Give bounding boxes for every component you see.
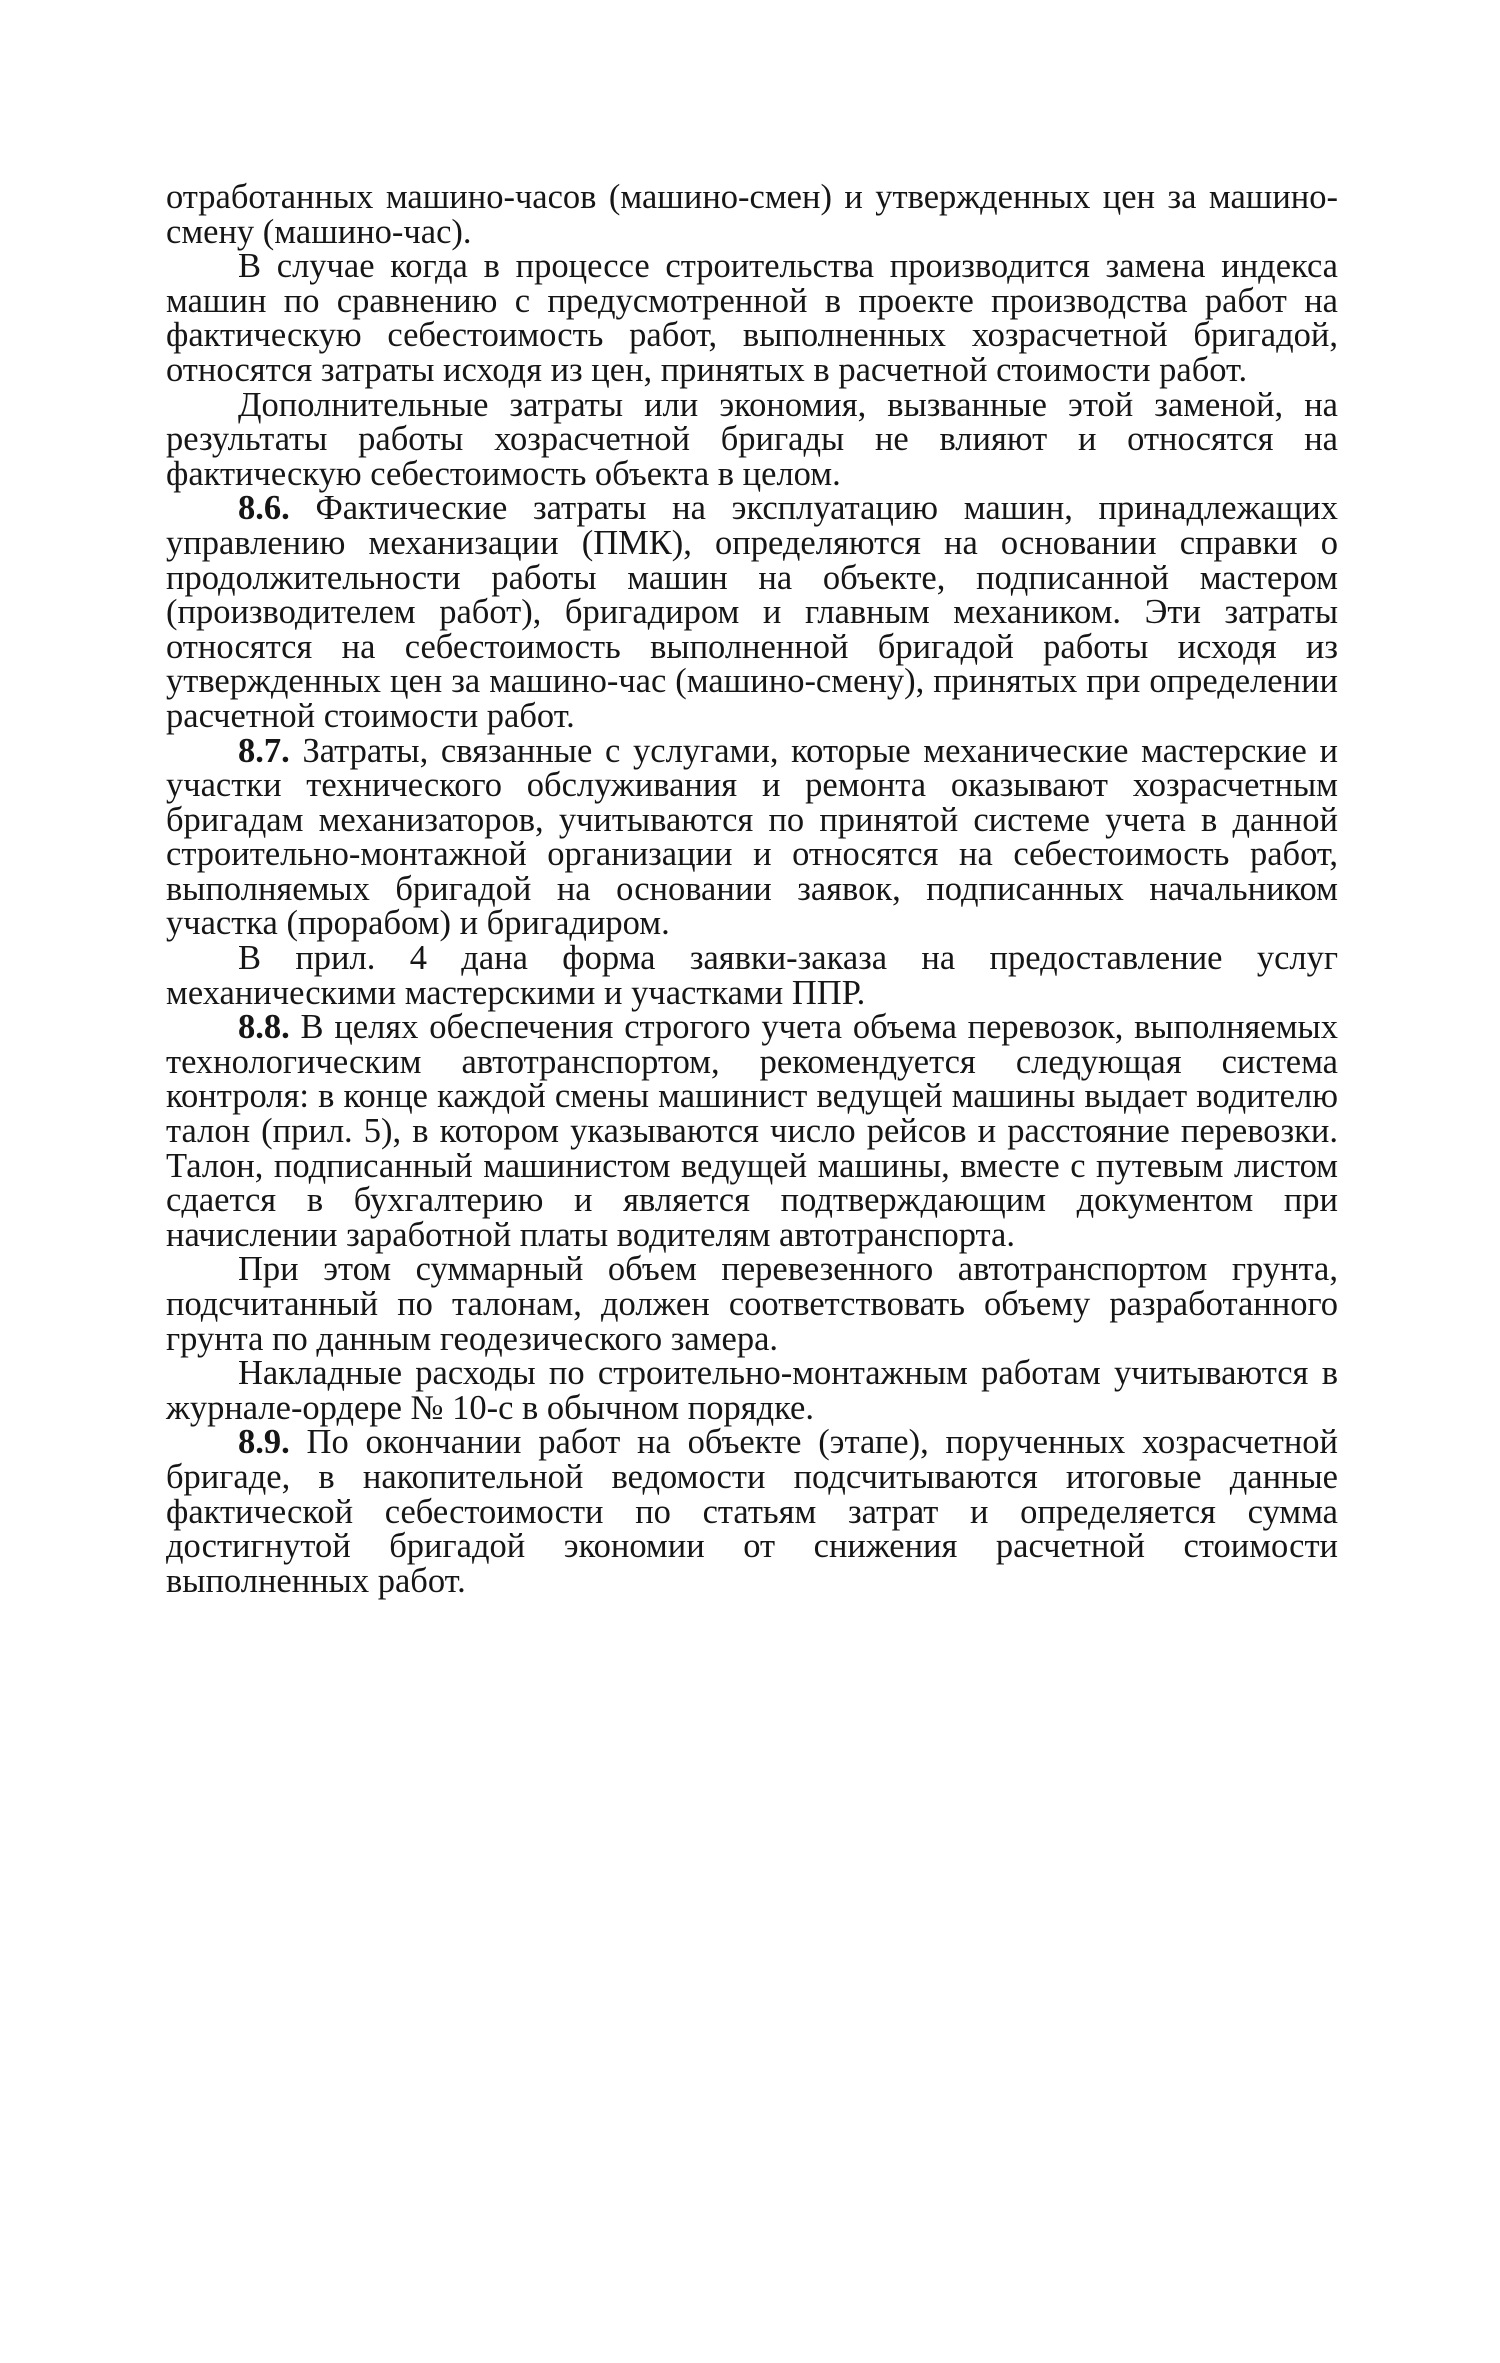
paragraph-8-6 [166,491,1338,733]
paragraph-text: По окончании работ на объекте (этапе), порученных хозрасчетной бригаде, в накопительной ведомости подсчитываются итоговые данные фактической себестоимости по статьям затрат и определяется сумма достигнутой бригадой экономии от снижения расчетной стоимости выполненных работ. [166,1423,1338,1600]
paragraph [166,941,1338,1010]
paragraph [166,1252,1338,1356]
paragraph-8-9 [166,1425,1338,1598]
document-page [166,180,1338,1598]
paragraph-text: отработанных машино-часов (машино-смен) и утвержденных цен за машино-смену (машино-час). [166,178,1338,251]
paragraph-text: Дополнительные затраты или экономия, вызванные этой заменой, на результаты работы хозрасчетной бригады не влияют и относятся на фактическую себестоимость объекта в целом. [166,385,1338,493]
paragraph-number: 8.6. [238,489,290,528]
paragraph-text: В прил. 4 дана форма заявки-заказа на предоставление услуг механическими мастерскими и участками ППР. [166,939,1338,1012]
paragraph-text: В целях обеспечения строгого учета объема перевозок, выполняемых технологическим автотранспортом, рекомендуется следующая система контроля: в конце каждой смены машинист ведущей машины выдает водителю талон (прил. 5), в котором указываются число рейсов и расстояние перевозки. Талон, подписанный машинистом ведущей машины, вместе с путевым листом сдается в бухгалтерию и является подтверждающим документом при начислении заработной платы водителям автотранспорта. [166,1008,1338,1254]
paragraph-8-8 [166,1010,1338,1252]
paragraph-text: Накладные расходы по строительно-монтажным работам учитываются в журнале-ордере № 10-с в обычном порядке. [166,1354,1338,1427]
paragraph-text: Затраты, связанные с услугами, которые механические мастерские и участки технического обслуживания и ремонта оказывают хозрасчетным бригадам механизаторов, учитываются по принятой системе учета в данной строительно-монтажной организации и относятся на себестоимость работ, выполняемых бригадой на основании заявок, подписанных начальником участка (прорабом) и бригадиром. [166,731,1338,943]
paragraph-text: Фактические затраты на эксплуатацию машин, принадлежащих управлению механизации (ПМК), определяются на основании справки о продолжительности работы машин на объекте, подписанной мастером (производителем работ), бригадиром и главным механиком. Эти затраты относятся на себестоимость выполненной бригадой работы исходя из утвержденных цен за машино-час (машино-смену), принятых при определении расчетной стоимости работ. [166,489,1338,735]
paragraph-number: 8.8. [238,1008,290,1047]
paragraph-number: 8.9. [238,1423,290,1462]
paragraph-8-7 [166,731,1338,943]
paragraph [166,249,1338,387]
paragraph-text: При этом суммарный объем перевезенного автотранспортом грунта, подсчитанный по талонам, должен соответствовать объему разработанного грунта по данным геодезического замера. [166,1250,1338,1358]
paragraph [166,1356,1338,1425]
paragraph-number: 8.7. [238,731,290,770]
paragraph [166,180,1338,249]
paragraph [166,385,1338,493]
paragraph-text: В случае когда в процессе строительства производится замена индекса машин по сравнению с предусмотренной в проекте производства работ на фактическую себестоимость работ, выполненных хозрасчетной бригадой, относятся затраты исходя из цен, принятых в расчетной стоимости работ. [166,247,1338,389]
